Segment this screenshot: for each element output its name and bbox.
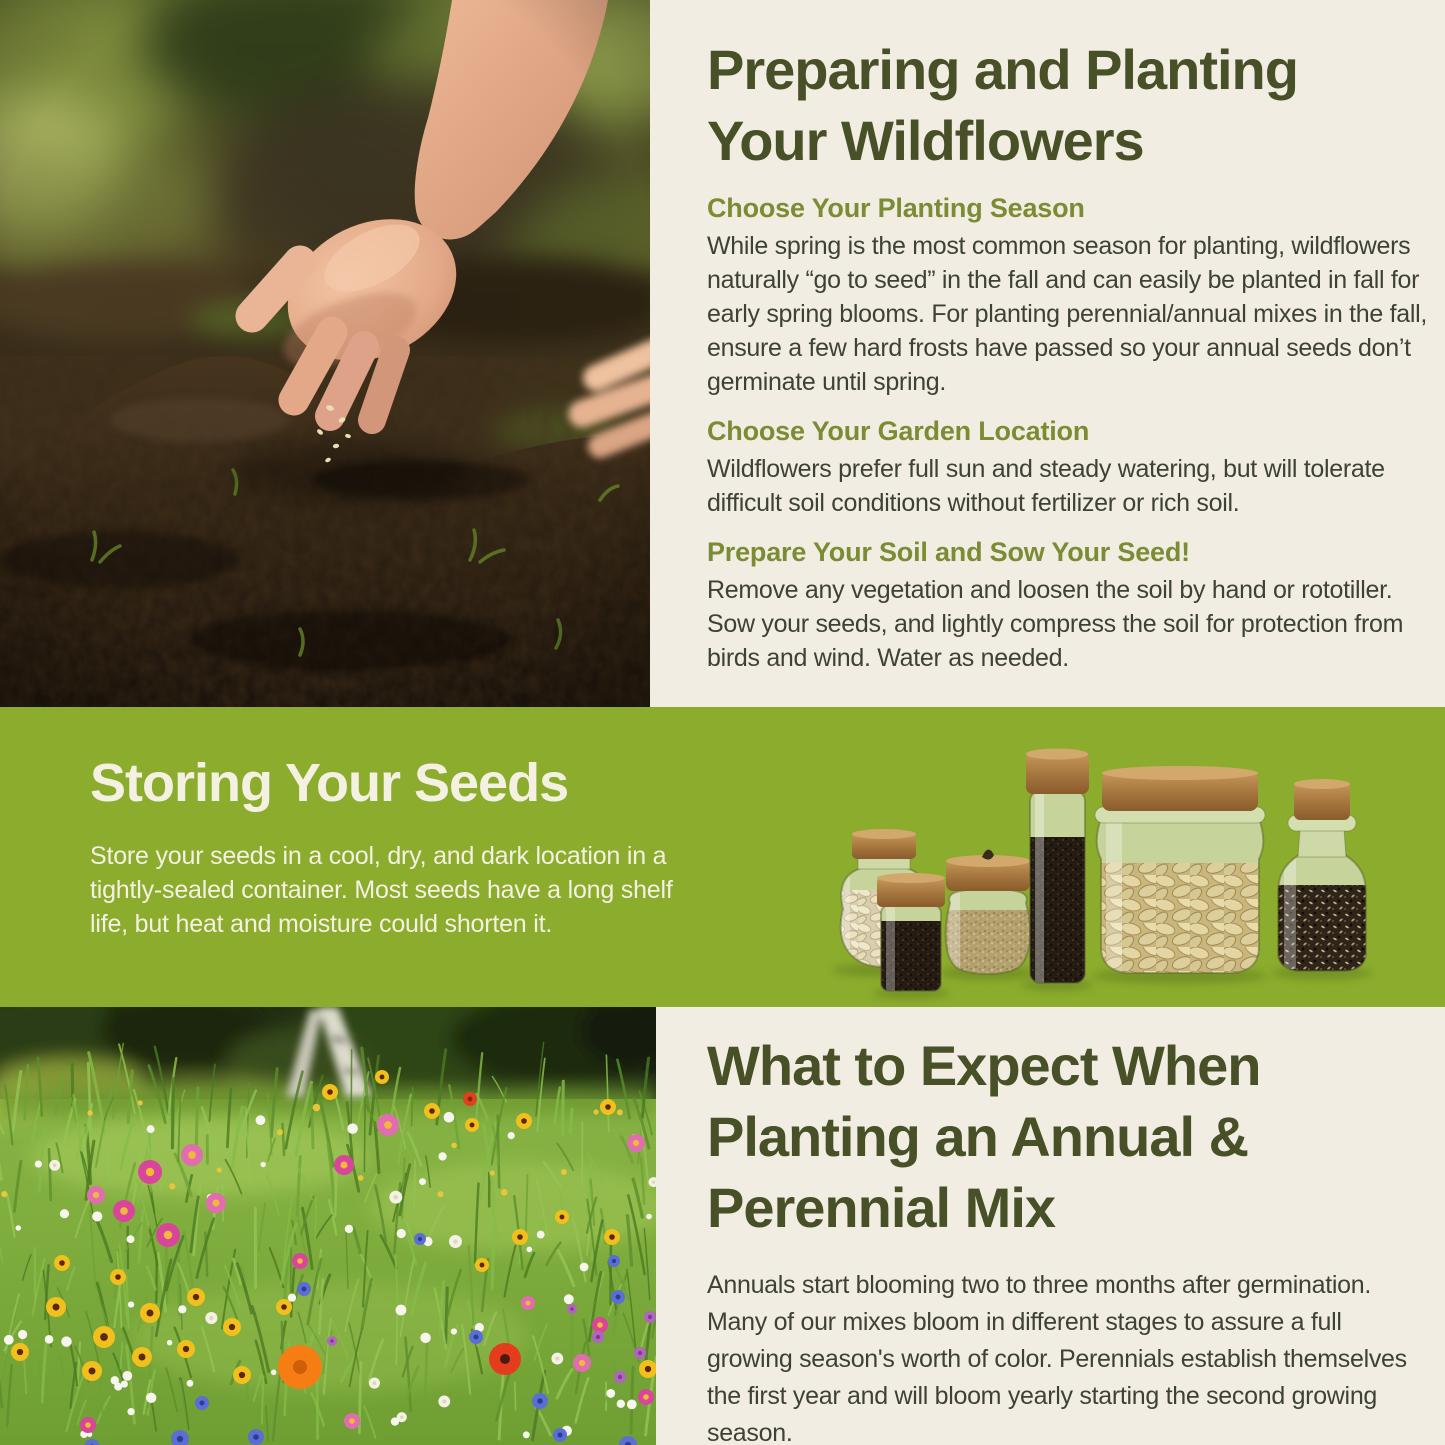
sowing-seeds-photo [0, 0, 650, 707]
storing-title: Storing Your Seeds [90, 753, 569, 813]
prepare-soil-body: Remove any vegetation and loosen the soil by hand or rototiller. Sow your seeds, and lightly compress the soil for protection from birds and wind. Water as needed. [707, 576, 1404, 672]
planting-season-body: While spring is the most common season for planting, wildflowers naturally “go to seed” in the fall and can easily be planted in fall for early spring blooms. For planting perennial/annual mixes in the fall, ensure a few hard frosts have passed so your annual seeds don’t germinate until spring. [707, 232, 1427, 396]
expect-body: Annuals start blooming two to three months after germination. Many of our mixes bloom in different stages to assure a full growing season's worth of color. Perennials establish themselves the first year and will bloom yearly starting the second growing season. [707, 1271, 1407, 1445]
prepare-soil-heading: Prepare Your Soil and Sow Your Seed! [707, 537, 1190, 567]
jar-tall-cylinder [1026, 749, 1089, 984]
storing-body: Store your seeds in a cool, dry, and dark location in a tightly-sealed container. Most seeds have a long shelf life, but heat and moisture could shorten it. [90, 842, 673, 938]
storing-section [90, 753, 715, 941]
jar-dark-seeds [877, 873, 945, 991]
storing-band [0, 707, 1445, 1007]
garden-location-heading: Choose Your Garden Location [707, 416, 1090, 446]
garden-location-body: Wildflowers prefer full sun and steady watering, but will tolerate difficult soil conditions without fertilizer or rich soil. [707, 455, 1385, 517]
jar-pumpkin-seeds [1094, 766, 1266, 975]
wildflower-meadow-photo [0, 1007, 656, 1445]
planting-section [707, 34, 1427, 675]
planting-title: Preparing and Planting Your Wildflowers [707, 38, 1298, 172]
expect-section [707, 1030, 1427, 1445]
expect-title: What to Expect When Planting an Annual & Perennial Mix [707, 1034, 1261, 1239]
jar-tan-seeds [940, 849, 1036, 980]
jar-mixed-seeds [1274, 779, 1370, 973]
planting-season-heading: Choose Your Planting Season [707, 193, 1085, 223]
